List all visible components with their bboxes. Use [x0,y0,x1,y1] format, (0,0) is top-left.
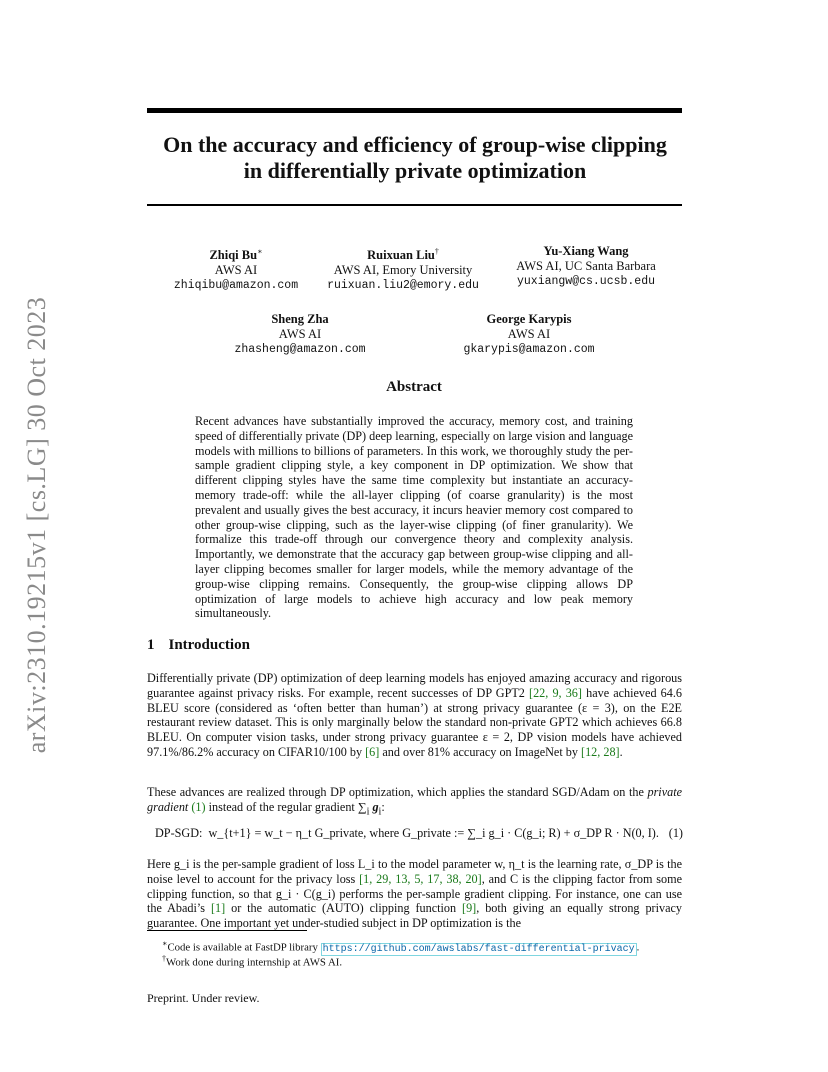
citation-link[interactable]: [1, 29, 13, 5, 17, 38, 20] [359,871,482,886]
author-email[interactable]: zhasheng@amazon.com [234,343,366,356]
abstract-heading: Abstract [386,379,442,395]
paragraph: These advances are realized through DP optimization, which applies the standard SGD/Adam on the private gradient (1) instead of the regular gradient $\sum_i$ $g_i$: [147,785,682,818]
author-block: Ruixuan Liu† AWS AI, Emory University ruixuan.liu2@emory.edu [303,244,503,293]
preprint-note: Preprint. Under review. [147,991,260,1005]
citation-link[interactable]: [6] [365,744,380,759]
paragraph: Differentially private (DP) optimization of deep learning models has enjoyed amazing accuracy and rigorous guarantee against privacy risks. For example, recent successes of DP GPT2 [22, 9, 36] have achieved 64.6 BLEU score (considered as ‘often better than human’) at strong privacy guarantee (ε = 3), on the E2E restaurant review dataset. This is only marginally below the standard non-private GPT2 which achieves 66.8 BLEU. On computer vision tasks, under strong privacy guarantee ε = 2, DP vision models have achieved 97.1%/86.2% accuracy on CIFAR10/100 by [6] and over 81% accuracy on ImageNet by [12, 28]. [147,671,682,759]
equation-number: (1) [668,826,683,840]
code-url-link[interactable]: https://github.com/awslabs/fast-differential-privacy [322,943,635,955]
author-email[interactable]: yuxiangw@cs.ucsb.edu [516,275,656,288]
author-block: Zhiqi Bu∗ AWS AI zhiqibu@amazon.com [136,244,336,293]
equation-link[interactable]: (1) [191,799,206,814]
title-top-rule [147,108,682,113]
section-heading: 1 Introduction [147,637,250,653]
author-block: Sheng Zha AWS AI zhasheng@amazon.com [200,312,400,357]
equation: DP-SGD: w_{t+1} = w_t − η_t G_private, where G_private := ∑_i g_i · C(g_i; R) + σ_DP R · N(0, I). (1) [155,826,683,840]
title-line-2: in differentially private optimization [243,158,587,183]
author-email[interactable]: gkarypis@amazon.com [463,343,595,356]
arxiv-stamp: arXiv:2310.19215v1 [cs.LG] 30 Oct 2023 [22,296,51,754]
author-email[interactable]: zhiqibu@amazon.com [173,279,299,293]
author-block: George Karypis AWS AI gkarypis@amazon.com [429,312,629,357]
citation-link[interactable]: [22, 9, 36] [529,685,582,700]
paragraph: Here g_i is the per-sample gradient of loss L_i to the model parameter w, η_t is the learning rate, σ_DP is the noise level to account for the privacy loss [1, 29, 13, 5, 17, 38, 20], and C is the clipping factor from some clipping function, so that g_i · C(g_i) performs the per-sample gradient clipping. For instance, one can use the Abadi’s [1] or the automatic (AUTO) clipping function [9], both giving an equally strong privacy guarantee. One important yet under-studied subject in DP optimization is the [147,857,682,931]
title-line-1: On the accuracy and efficiency of group-wise clipping [163,132,667,157]
title-bottom-rule [147,204,682,206]
author-email[interactable]: ruixuan.liu2@emory.edu [327,279,479,293]
footnote: †Work done during internship at AWS AI. [162,954,343,969]
paper-title [120,132,710,184]
citation-link[interactable]: [1] [210,901,226,916]
author-block: Yu-Xiang Wang AWS AI, UC Santa Barbara yuxiangw@cs.ucsb.edu [486,244,686,289]
citation-link[interactable]: [12, 28] [581,744,620,759]
footnote-rule [147,930,307,931]
citation-link[interactable]: [9] [462,901,477,916]
abstract-text: Recent advances have substantially improved the accuracy, memory cost, and training speed of differentially private (DP) deep learning, especially on large vision and language models with millions to billions of parameters. In this work, we thoroughly study the per-sample gradient clipping style, a key component in DP optimization. We show that different clipping styles have the same time complexity but instantiate an accuracy-memory trade-off: while the all-layer clipping (of coarse granularity) is the most prevalent and usually gives the best accuracy, it incurs heavier memory cost compared to other group-wise clipping, such as the layer-wise clipping (of finer granularity). We formalize this trade-off through our convergence theory and complexity analysis. Importantly, we demonstrate that the accuracy gap between group-wise clipping and all-layer clipping becomes smaller for larger models, while the memory advantage of the group-wise clipping remains. Consequently, the group-wise clipping allows DP optimization of large models to achieve high accuracy and low peak memory simultaneously. [195,414,633,621]
footnote: ∗Code is available at FastDP library https://github.com/awslabs/fast-differential-privacy . [162,939,640,955]
